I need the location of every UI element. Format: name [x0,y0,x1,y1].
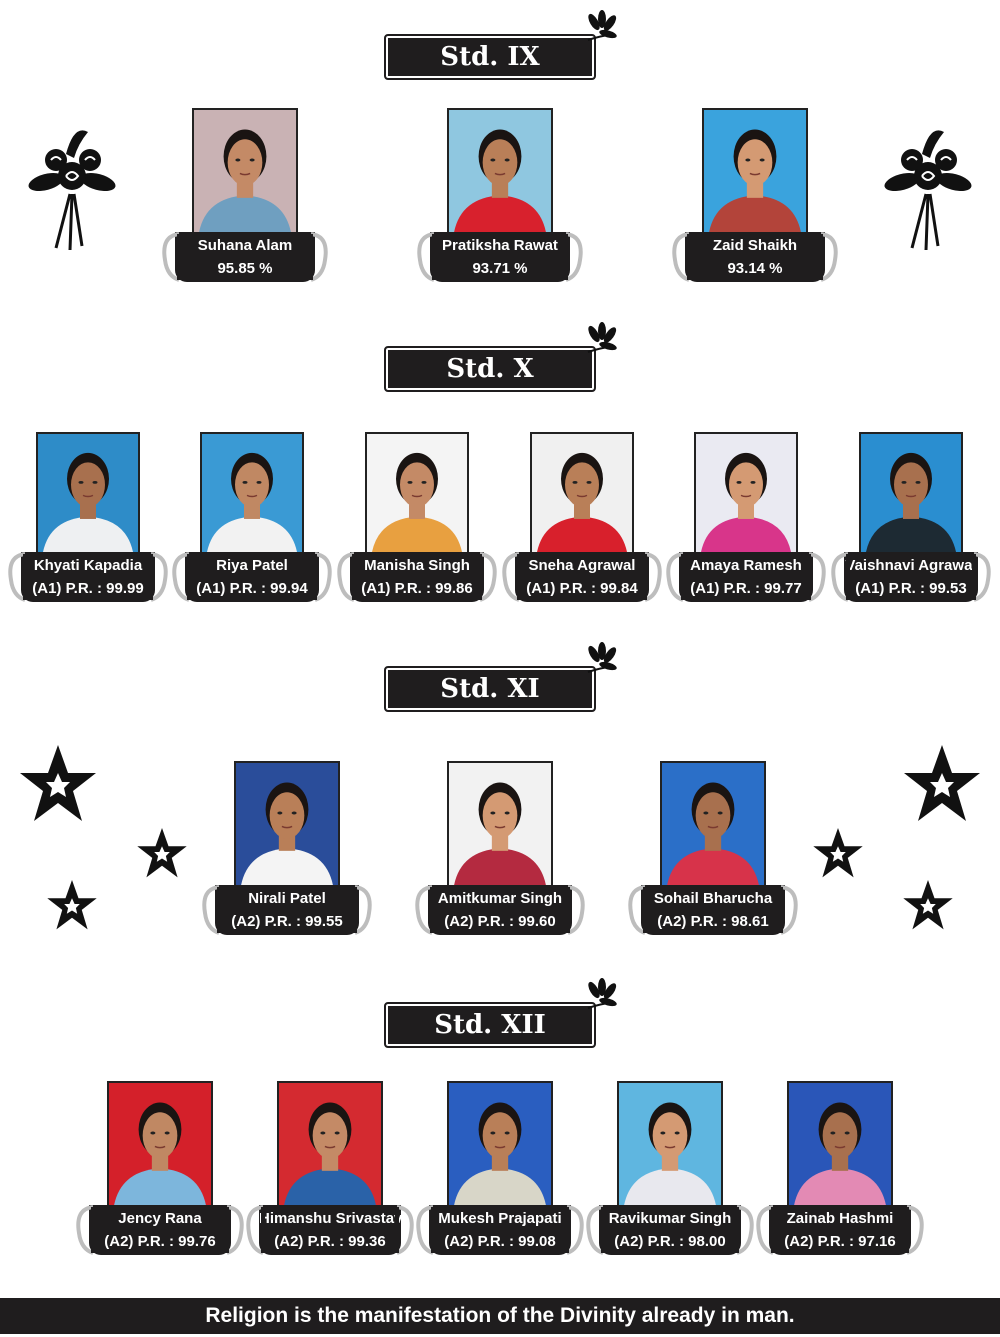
student-score: (A2) P.R. : 97.16 [784,1233,896,1250]
student-photo [36,432,140,554]
student-score: 93.14 % [727,260,783,277]
student-score: (A2) P.R. : 99.76 [104,1233,216,1250]
student-nameplate [515,552,649,602]
student-photo [530,432,634,554]
section-title: Std. XI [384,666,596,712]
section-title: Std. IX [384,34,596,80]
student-name: Suhana Alam [197,237,293,254]
plate-curl-ornament [643,550,665,602]
student-nameplate [215,885,359,935]
plate-curl-ornament [753,1203,775,1255]
student-nameplate [844,552,978,602]
student-score: (A2) P.R. : 99.60 [444,913,556,930]
student-score: (A2) P.R. : 98.00 [614,1233,726,1250]
student-photo [447,108,553,234]
student-name: Jency Rana [118,1210,202,1227]
plate-curl-ornament [625,883,647,935]
star-icon [812,826,864,882]
student-nameplate [89,1205,231,1255]
student-score: (A2) P.R. : 98.61 [657,913,769,930]
plate-curl-ornament [583,1203,605,1255]
plate-curl-ornament [499,550,521,602]
plate-curl-ornament [663,550,685,602]
student-score: 93.71 % [472,260,528,277]
student-photo [660,761,766,887]
plate-curl-ornament [243,1203,265,1255]
plate-curl-ornament [413,1203,435,1255]
student-score: (A2) P.R. : 99.36 [274,1233,386,1250]
student-nameplate [21,552,155,602]
student-name: Zaid Shaikh [712,237,798,254]
student-photo [617,1081,723,1207]
plate-curl-ornament [414,230,436,282]
plate-curl-ornament [309,230,331,282]
plate-curl-ornament [905,1203,927,1255]
student-nameplate [430,232,570,282]
plate-curl-ornament [199,883,221,935]
student-score: (A1) P.R. : 99.86 [361,580,473,597]
plate-curl-ornament [807,550,829,602]
student-name: Nirali Patel [248,890,326,907]
student-nameplate [259,1205,401,1255]
student-name: Amaya Ramesh [690,557,802,574]
plate-curl-ornament [566,883,588,935]
student-nameplate [428,885,572,935]
student-score: (A1) P.R. : 99.53 [855,580,967,597]
student-nameplate [599,1205,741,1255]
plate-curl-ornament [313,550,335,602]
plate-curl-ornament [5,550,27,602]
student-score: (A1) P.R. : 99.84 [526,580,638,597]
student-score: (A1) P.R. : 99.94 [196,580,308,597]
student-score: (A1) P.R. : 99.77 [690,580,802,597]
student-score: (A2) P.R. : 99.55 [231,913,343,930]
leaf-ornament-icon [584,10,618,46]
student-photo [447,1081,553,1207]
section-title: Std. XII [384,1002,596,1048]
student-name: Ravikumar Singh [608,1210,732,1227]
star-icon [902,742,982,828]
student-nameplate [429,1205,571,1255]
student-photo [787,1081,893,1207]
student-photo [234,761,340,887]
student-nameplate [679,552,813,602]
student-name: Riya Patel [216,557,288,574]
student-score: 95.85 % [217,260,273,277]
plate-curl-ornament [828,550,850,602]
student-nameplate [175,232,315,282]
student-name: Amitkumar Singh [437,890,563,907]
student-name: Mukesh Prajapati [438,1210,562,1227]
student-nameplate [185,552,319,602]
student-nameplate [685,232,825,282]
leaf-ornament-icon [584,642,618,678]
star-icon [902,878,954,934]
plate-curl-ornament [149,550,171,602]
plate-curl-ornament [564,230,586,282]
plate-curl-ornament [819,230,841,282]
footer-quote: Religion is the manifestation of the Divinity already in man. [0,1298,1000,1334]
plate-curl-ornament [412,883,434,935]
plate-curl-ornament [169,550,191,602]
student-name: Manisha Singh [364,557,470,574]
student-name: Pratiksha Rawat [442,237,558,254]
student-name: Khyati Kapadia [33,557,143,574]
student-photo [365,432,469,554]
section-title: Std. X [384,346,596,392]
student-photo [200,432,304,554]
student-photo [702,108,808,234]
plate-curl-ornament [779,883,801,935]
student-name: Sohail Bharucha [653,890,773,907]
star-icon [136,826,188,882]
student-photo [192,108,298,234]
student-nameplate [641,885,785,935]
plate-curl-ornament [73,1203,95,1255]
plate-curl-ornament [972,550,994,602]
leaf-ornament-icon [584,978,618,1014]
leaf-ornament-icon [584,322,618,358]
star-icon [18,742,98,828]
plate-curl-ornament [334,550,356,602]
student-photo [277,1081,383,1207]
student-nameplate [350,552,484,602]
star-icon [46,878,98,934]
plate-curl-ornament [478,550,500,602]
left-flower-bouquet-icon [26,124,118,254]
student-name: Sneha Agrawal [528,557,636,574]
right-flower-bouquet-icon [882,124,974,254]
student-photo [694,432,798,554]
student-name: Zainab Hashmi [786,1210,894,1227]
plate-curl-ornament [159,230,181,282]
student-photo [447,761,553,887]
student-photo [107,1081,213,1207]
student-score: (A2) P.R. : 99.08 [444,1233,556,1250]
student-photo [859,432,963,554]
student-name: Himanshu Srivastav [259,1210,403,1227]
student-score: (A1) P.R. : 99.99 [32,580,144,597]
plate-curl-ornament [669,230,691,282]
plate-curl-ornament [353,883,375,935]
student-name: Vaishnavi Agrawal [845,557,977,574]
student-nameplate [769,1205,911,1255]
